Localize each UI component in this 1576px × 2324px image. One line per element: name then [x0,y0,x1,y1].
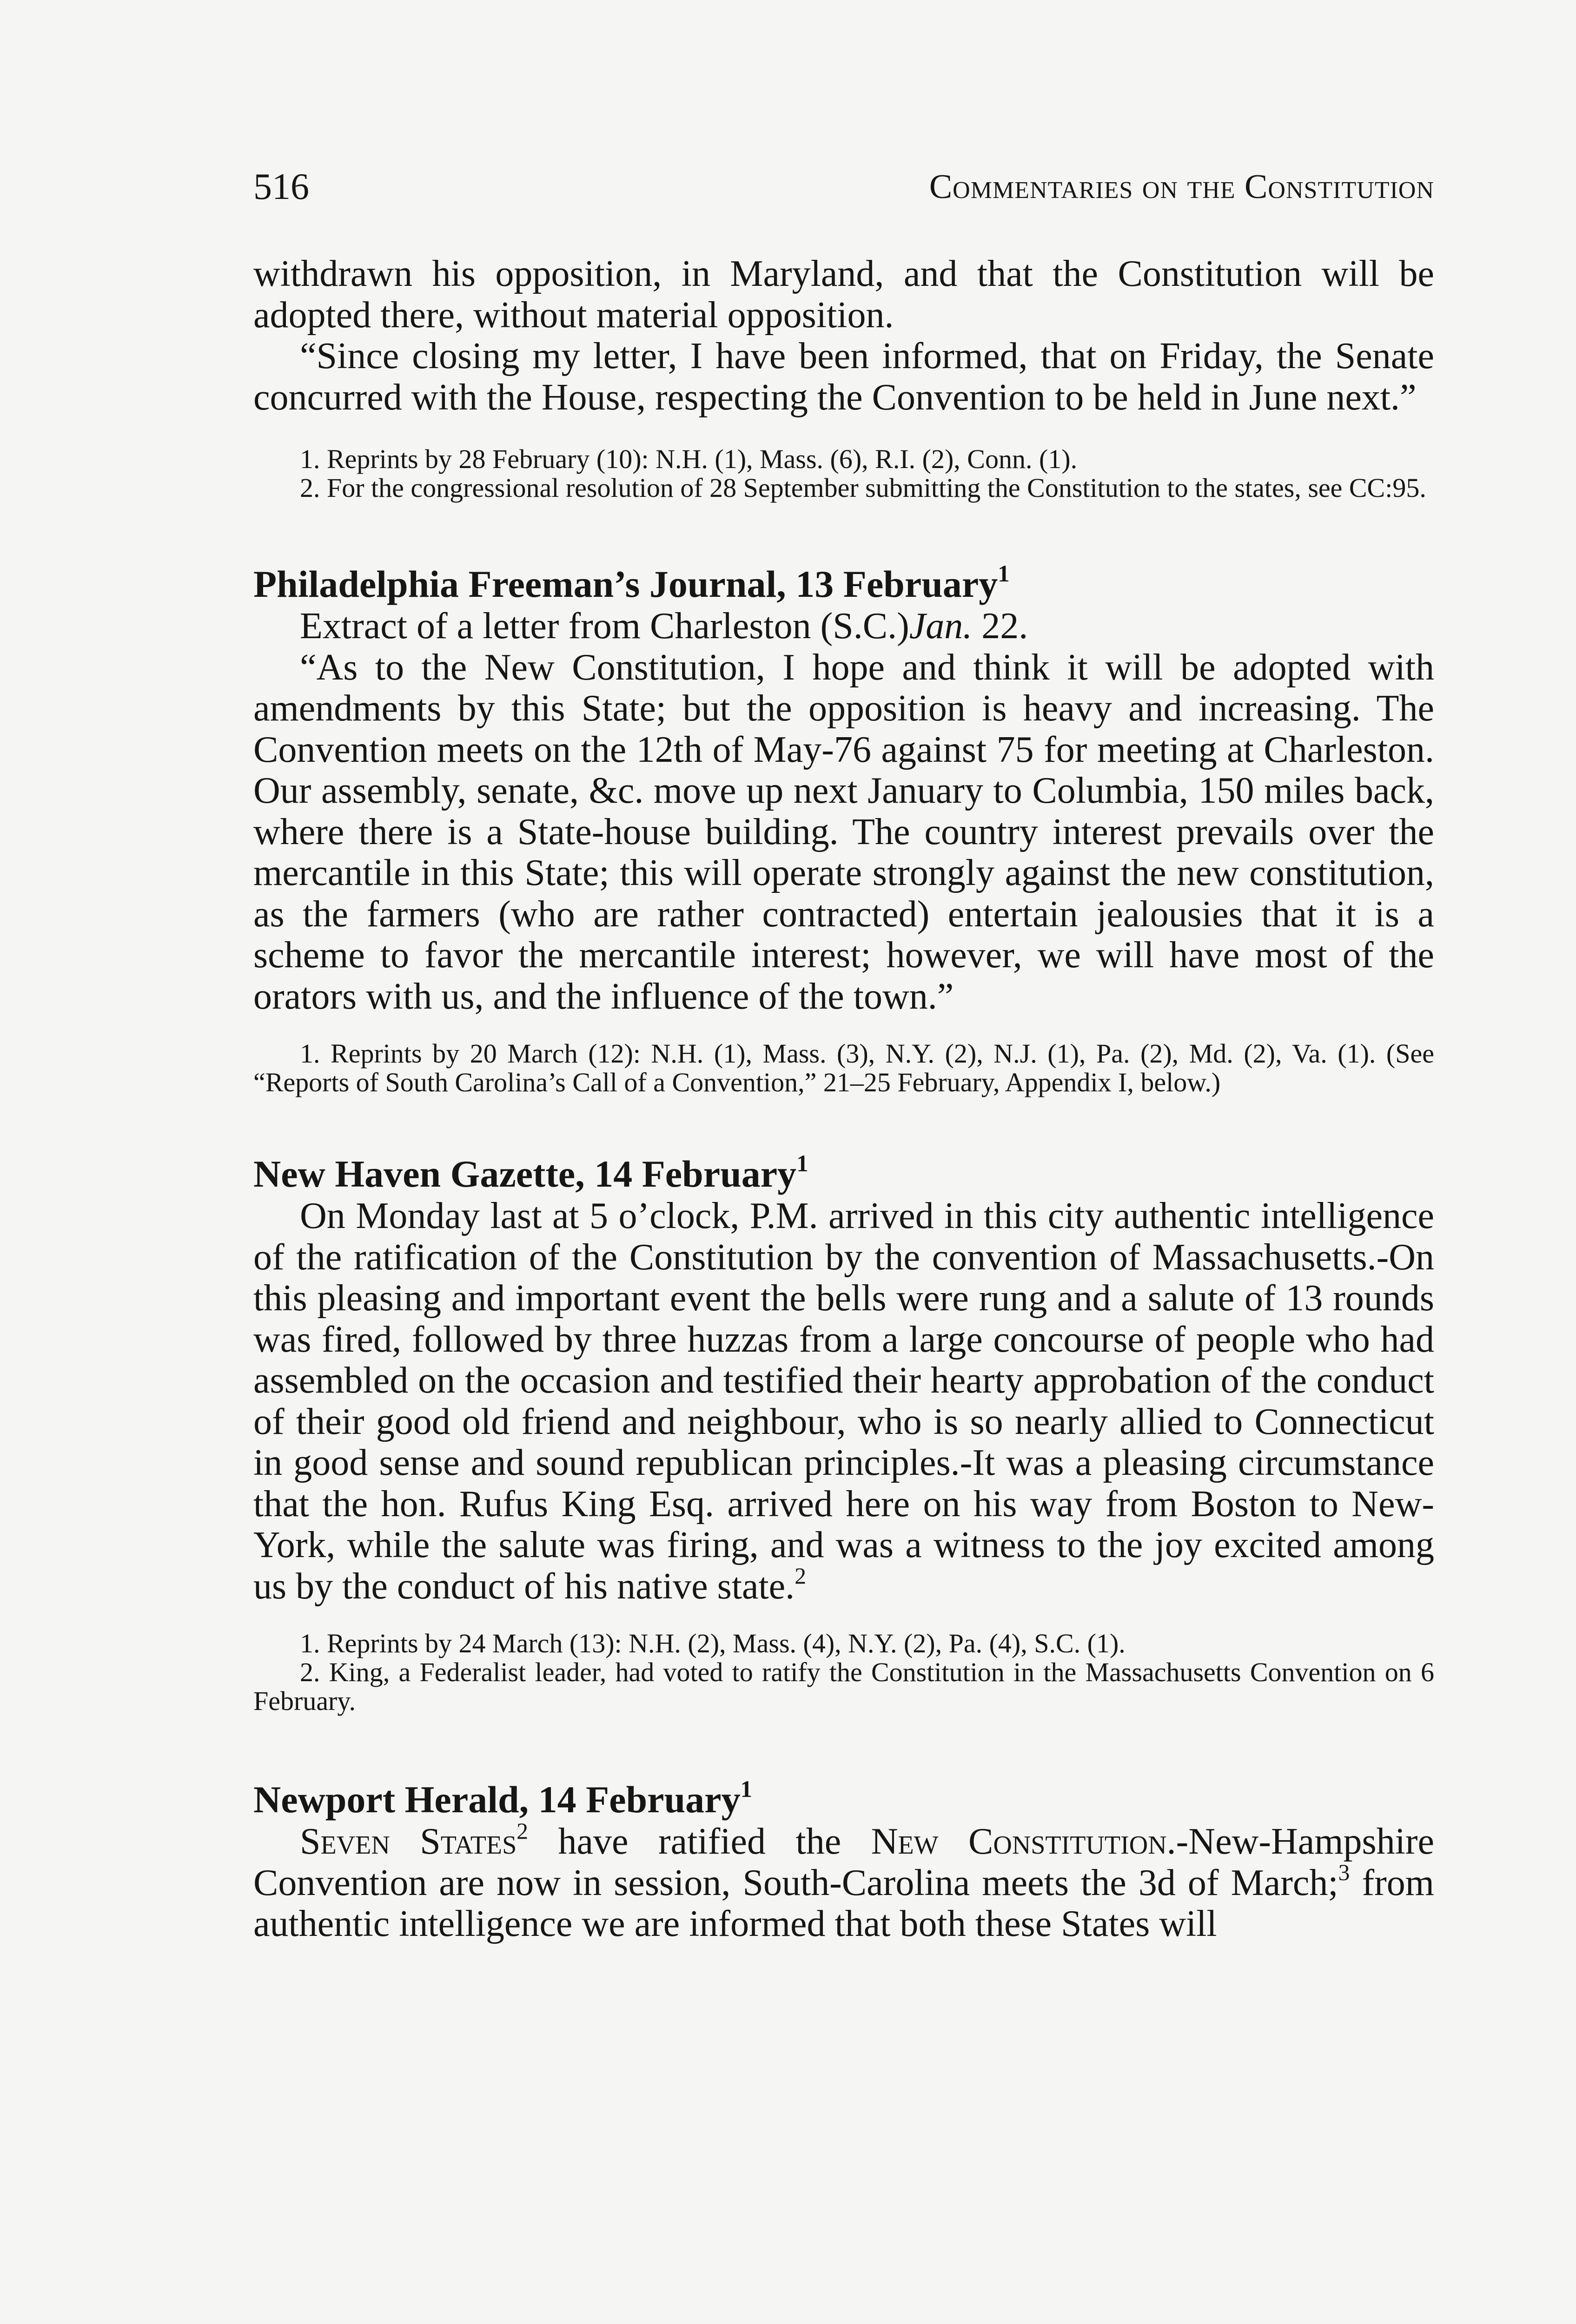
running-head: Commentaries on the Constitution [929,168,1434,206]
note-ref: 2 [795,1563,806,1589]
article-paragraph: On Monday last at 5 o’clock, P.M. arrived in this city authentic intelligence of the ratification of the Constitution by the convention of Massachusetts.-On this pleasing and important event the bells were rung and a salute of 13 rounds was fired, followed by three huzzas from a large concourse of people who had assembled on the occasion and testified their hearty approbation of the conduct of their good old friend and neighbour, who is so nearly allied to Connecticut in good sense and sound republican principles.-It was a pleasing circumstance that the hon. Rufus King Esq. arrived here on his way from Boston to New-York, while the salute was firing, and was a witness to the joy excited among us by the conduct of his native state.$^2$ [253,1195,1434,1607]
continuation-paragraph: “Since closing my letter, I have been informed, that on Friday, the Senate concurred with the House, respecting the Convention to be held in June next.” [253,336,1434,418]
section-title-new-haven-gazette: New Haven Gazette, 14 February$^1$ [253,1150,808,1195]
footnote: 2. King, a Federalist leader, had voted to ratify the Constitution in the Massachusetts Convention on 6 February. [253,1657,1434,1716]
letter-intro: Extract of a letter from Charleston (S.C.)Jan. 22. [300,606,1028,647]
footnotes [253,1629,1434,1716]
page-header [253,164,1434,210]
page-number: 516 [253,166,309,207]
footnotes [253,1039,1434,1097]
section-title-freemans-journal: Philadelphia Freeman’s Journal, 13 February$^1$ [253,560,1010,605]
note-ref: 2 [517,1818,529,1844]
footnote: 2. For the congressional resolution of 28 September submitting the Constitution to the states, see CC:95. [300,473,1426,503]
article-paragraph: Seven States$^2$ have ratified the New Constitution.-New-Hampshire Convention are now in session, South-Carolina meets the 3d of March;$^3$ from authentic intelligence we are informed that both these States will [253,1818,1435,1944]
note-ref: 3 [1338,1859,1350,1885]
footnote: 1. Reprints by 20 March (12): N.H. (1), Mass. (3), N.Y. (2), N.J. (1), Pa. (2), Md. (2), Va. (1). (See “Reports of South Carolina’s Call of a Convention,” 21–25 February, Appendix I, below.) [253,1038,1434,1097]
note-ref: 1 [796,1150,808,1176]
footnotes [253,445,1434,502]
footnote: 1. Reprints by 28 February (10): N.H. (1), Mass. (6), R.I. (2), Conn. (1). [300,444,1078,474]
section-title-newport-herald: Newport Herald, 14 February$^1$ [253,1776,753,1821]
page-content [253,253,1434,1945]
note-ref: 1 [740,1776,753,1802]
article-paragraph: “As to the New Constitution, I hope and think it will be adopted with amendments by this State; but the opposition is heavy and increasing. The Convention meets on the 12th of May-76 against 75 for meeting at Charleston. Our assembly, senate, &c. move up next January to Columbia, 150 miles back, where there is a State-house building. The country interest prevails over the mercantile in this State; this will operate strongly against the new constitution, as the farmers (who are rather contracted) entertain jealousies that it is a scheme to favor the mercantile interest; however, we will have most of the orators with us, and the influence of the town.” [253,647,1434,1017]
note-ref: 1 [998,560,1010,587]
footnote: 1. Reprints by 24 March (13): N.H. (2), Mass. (4), N.Y. (2), Pa. (4), S.C. (1). [300,1628,1126,1658]
continuation-paragraph: withdrawn his opposition, in Maryland, and that the Constitution will be adopted there, without material opposition. [253,253,1434,336]
